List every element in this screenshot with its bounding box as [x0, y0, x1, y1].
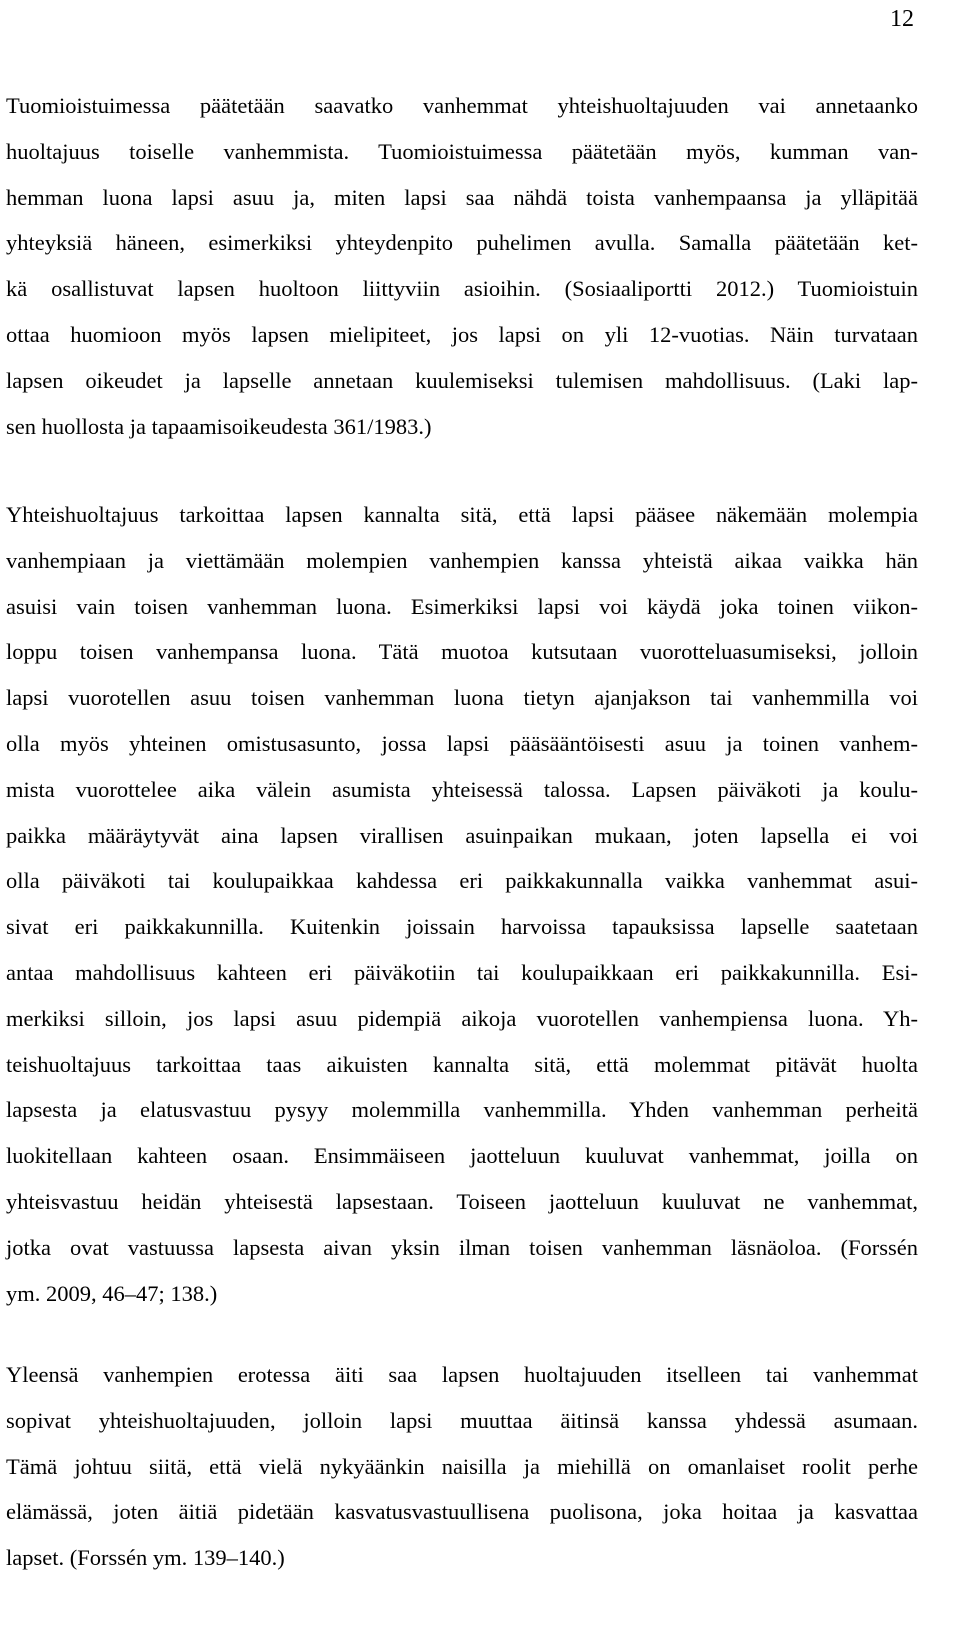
text-line: ym. 2009, 46–47; 138.) [6, 1280, 218, 1306]
paragraph-joint-custody [6, 492, 918, 1316]
text-line: lapsesta ja elatusvastuu pysyy molemmilla vanhemmilla. Yhden vanhemman perheitä [6, 1097, 918, 1123]
text-line: elämässä, joten äitiä pidetään kasvatusvastuullisena puolisona, joka hoitaa ja kasvattaa [6, 1499, 918, 1525]
text-line: vanhempiaan ja viettämään molempien vanhempien kanssa yhteistä aikaa vaikka hän [6, 547, 918, 573]
text-line: paikka määräytyvät aina lapsen virallisen asuinpaikan mukaan, joten lapsella ei voi [6, 822, 918, 848]
text-line: jotka ovat vastuussa lapsesta aivan yksin ilman toisen vanhemman läsnäoloa. (Forssén [6, 1234, 918, 1260]
text-line: Tämä johtuu siitä, että vielä nykyäänkin naisilla ja miehillä on omanlaiset roolit perhe [6, 1453, 918, 1479]
text-line: sivat eri paikkakunnilla. Kuitenkin joissain harvoissa tapauksissa lapselle saatetaan [6, 914, 918, 940]
text-line: sen huollosta ja tapaamisoikeudesta 361/1983.) [6, 413, 432, 439]
text-line: loppu toisen vanhempansa luona. Tätä muotoa kutsutaan vuorotteluasumiseksi, jolloin [6, 639, 918, 665]
text-line: olla päiväkoti tai koulupaikkaa kahdessa eri paikkakunnalla vaikka vanhemmat asui- [6, 868, 918, 894]
text-line: mista vuorottelee aika välein asumista yhteisessä talossa. Lapsen päiväkoti ja koulu- [6, 776, 918, 802]
text-line: Yleensä vanhempien erotessa äiti saa lapsen huoltajuuden itselleen tai vanhemmat [6, 1362, 918, 1387]
text-line: lapset. (Forssén ym. 139–140.) [6, 1545, 285, 1571]
text-line: lapsen oikeudet ja lapselle annetaan kuulemiseksi tulemisen mahdollisuus. (Laki lap- [6, 367, 918, 393]
text-line: Tuomioistuimessa päätetään saavatko vanhemmat yhteishuoltajuuden vai annetaanko [6, 93, 918, 118]
text-line: olla myös yhteinen omistusasunto, jossa lapsi pääsääntöisesti asuu ja toinen vanhem- [6, 730, 918, 756]
text-line: Yhteishuoltajuus tarkoittaa lapsen kannalta sitä, että lapsi pääsee näkemään molempia [6, 502, 918, 527]
text-line: ottaa huomioon myös lapsen mielipiteet, jos lapsi on yli 12-vuotias. Näin turvataan [6, 321, 918, 347]
text-line: antaa mahdollisuus kahteen eri päiväkotiin tai koulupaikkaan eri paikkakunnilla. Esi- [6, 959, 918, 985]
text-line: kä osallistuvat lapsen huoltoon liittyviin asioihin. (Sosiaaliportti 2012.) Tuomioistuin [6, 276, 918, 302]
text-line: yhteisvastuu heidän yhteisestä lapsestaan. Toiseen jaotteluun kuuluvat ne vanhemmat, [6, 1188, 918, 1214]
page-number: 12 [890, 6, 914, 32]
text-line: lapsi vuorotellen asuu toisen vanhemman luona tietyn ajanjakson tai vanhemmilla voi [6, 685, 918, 711]
text-line: asuisi vain toisen vanhemman luona. Esimerkiksi lapsi voi käydä joka toinen viikon- [6, 593, 918, 619]
paragraph-custody-court [6, 83, 918, 449]
text-line: huoltajuus toiselle vanhemmista. Tuomioistuimessa päätetään myös, kumman van- [6, 138, 918, 164]
text-line: luokitellaan kahteen osaan. Ensimmäiseen jaotteluun kuuluvat vanhemmat, joilla on [6, 1143, 918, 1169]
paragraph-divorce-custody [6, 1352, 918, 1581]
text-line: yhteyksiä häneen, esimerkiksi yhteydenpito puhelimen avulla. Samalla päätetään ket- [6, 230, 918, 256]
text-line: sopivat yhteishuoltajuuden, jolloin lapsi muuttaa äitinsä kanssa yhdessä asumaan. [6, 1407, 918, 1433]
text-line: teishuoltajuus tarkoittaa taas aikuisten kannalta sitä, että molemmat pitävät huolta [6, 1051, 918, 1077]
text-line: merkiksi silloin, jos lapsi asuu pidempiä aikoja vuorotellen vanhempiensa luona. Yh- [6, 1005, 918, 1031]
text-line: hemman luona lapsi asuu ja, miten lapsi saa nähdä toista vanhempaansa ja ylläpitää [6, 184, 918, 210]
